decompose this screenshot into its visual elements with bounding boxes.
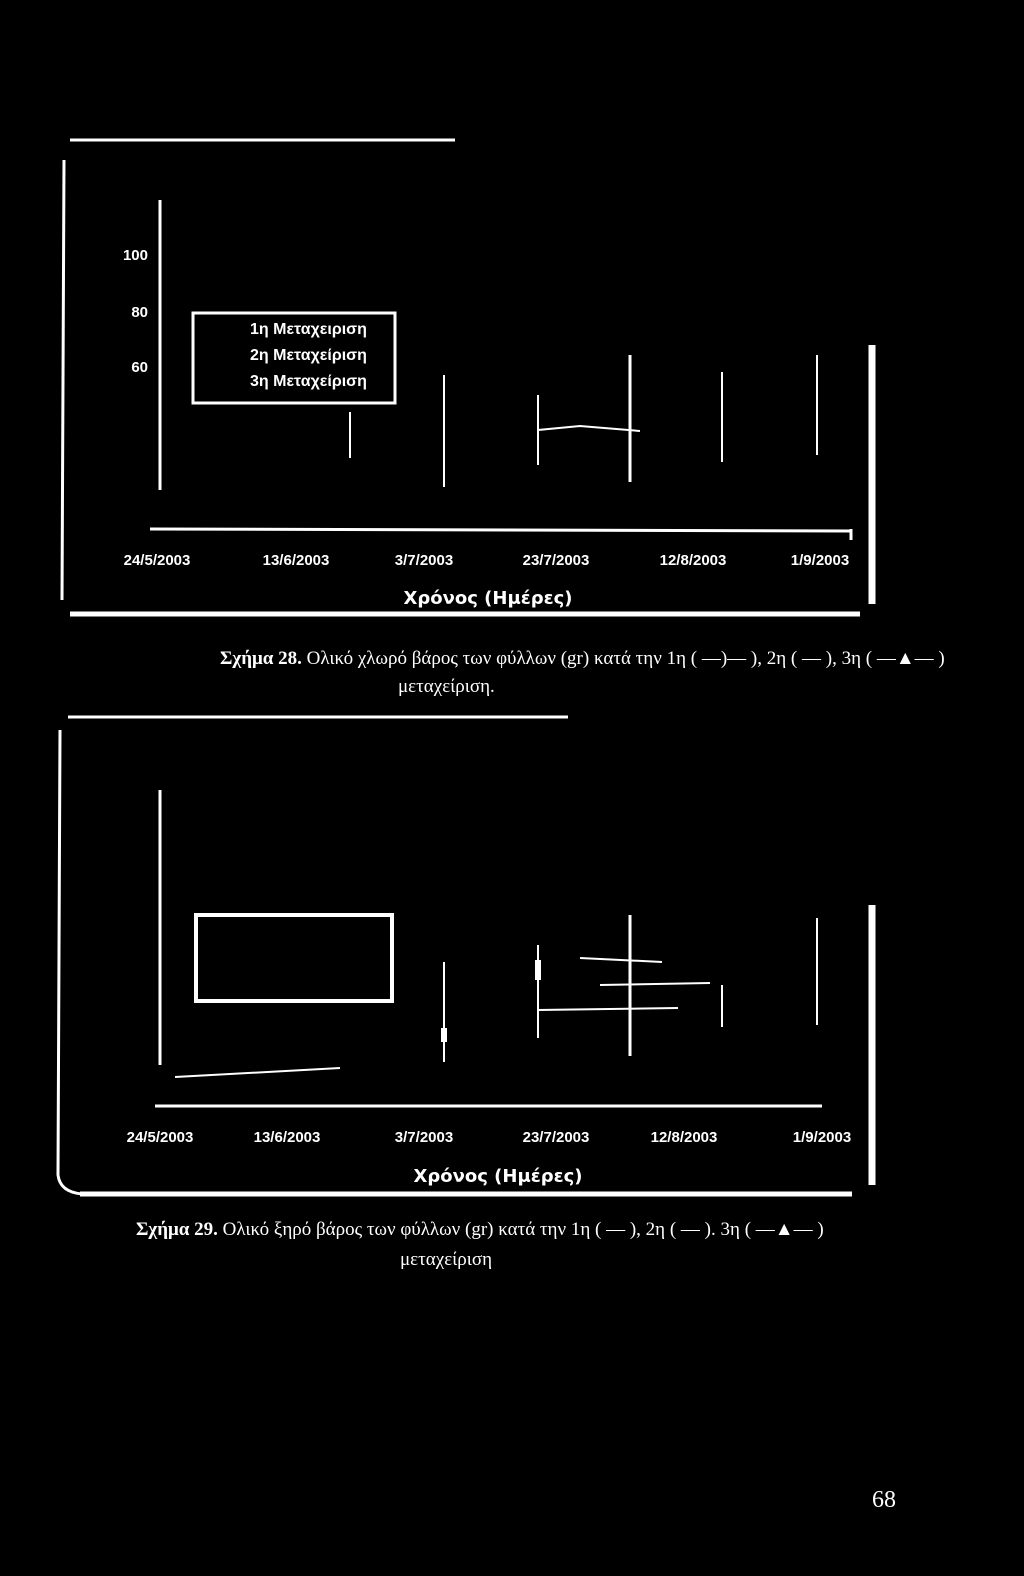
fig29-caption-text: Ολικό ξηρό βάρος των φύλλων (gr) κατά την 1η ( — ), 2η ( — ). 3η ( —▲— ) bbox=[217, 1219, 824, 1240]
fig28-caption bbox=[220, 648, 945, 670]
fig29-caption bbox=[136, 1219, 824, 1241]
fig29-xticks bbox=[127, 1129, 852, 1146]
fig28-legend-entry: 3η Μεταχείριση bbox=[250, 373, 367, 390]
fig28-ytick-label: 80 bbox=[131, 304, 148, 321]
fig29-caption-line2: μεταχείριση bbox=[400, 1249, 493, 1270]
fig28-xtick-label: 13/6/2003 bbox=[262, 552, 330, 569]
fig29-series-line bbox=[538, 1008, 678, 1010]
fig28-caption-label: Σχήμα 28. bbox=[220, 648, 302, 669]
fig29-marker bbox=[535, 960, 541, 980]
fig28-x-axis-title: Χρόνος (Ημέρες) bbox=[403, 588, 573, 609]
fig28-xtick-label: 12/8/2003 bbox=[659, 552, 727, 569]
fig29-xtick-label: 1/9/2003 bbox=[792, 1129, 852, 1146]
fig29-series-line bbox=[600, 983, 710, 985]
fig29-xtick-label: 13/6/2003 bbox=[253, 1129, 321, 1146]
fig28-caption-line2: μεταχείριση. bbox=[398, 676, 495, 697]
fig29-xtick-label: 23/7/2003 bbox=[522, 1129, 590, 1146]
fig28-ytick-label: 100 bbox=[122, 247, 148, 264]
fig29-xtick-label: 12/8/2003 bbox=[650, 1129, 718, 1146]
fig28-series-line bbox=[538, 426, 640, 431]
fig28-caption-text: Ολικό χλωρό βάρος των φύλλων (gr) κατά την 1η ( —)— ), 2η ( — ), 3η ( —▲— ) bbox=[301, 648, 945, 669]
fig29-series-line bbox=[175, 1068, 340, 1077]
fig28-legend-entry: 1η Μεταχειριση bbox=[250, 321, 367, 338]
fig29-marker bbox=[441, 1028, 447, 1042]
fig28-x-axis bbox=[150, 529, 852, 531]
fig29-xtick-label: 3/7/2003 bbox=[394, 1129, 454, 1146]
fig29-caption-label: Σχήμα 29. bbox=[136, 1219, 218, 1240]
fig29-frame-left bbox=[58, 730, 82, 1194]
fig29-legend-box bbox=[196, 915, 392, 1001]
fig29-series-line bbox=[580, 958, 662, 962]
fig28-xtick-label: 1/9/2003 bbox=[790, 552, 850, 569]
fig29-xtick-label: 24/5/2003 bbox=[126, 1129, 194, 1146]
fig28-legend-entry: 2η Μεταχείριση bbox=[250, 347, 367, 364]
page-number: 68 bbox=[872, 1487, 896, 1513]
figure-29 bbox=[58, 717, 872, 1194]
fig28-xtick-label: 24/5/2003 bbox=[123, 552, 191, 569]
fig28-ytick-label: 60 bbox=[131, 359, 148, 376]
fig28-xticks bbox=[124, 552, 850, 569]
fig29-x-axis-title: Χρόνος (Ημέρες) bbox=[413, 1166, 583, 1187]
figure-28 bbox=[62, 140, 872, 614]
fig28-frame-left bbox=[62, 160, 64, 600]
fig28-xtick-label: 23/7/2003 bbox=[522, 552, 590, 569]
fig28-xtick-label: 3/7/2003 bbox=[394, 552, 454, 569]
